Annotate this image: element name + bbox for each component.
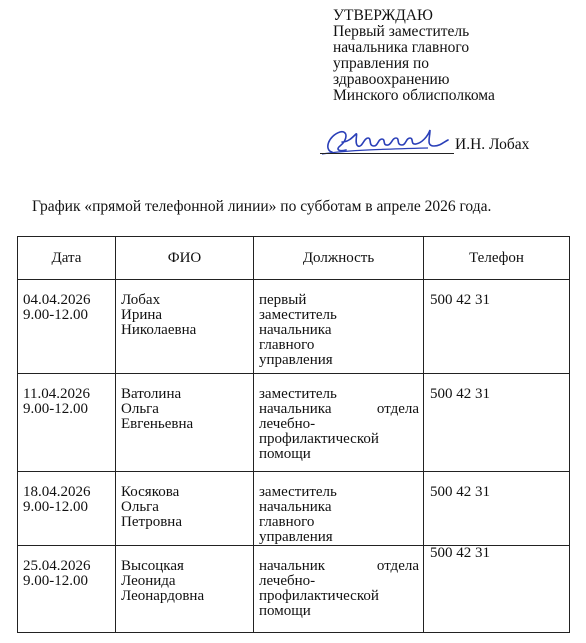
position-line: заместитель (259, 307, 337, 323)
time: 9.00-12.00 (23, 573, 88, 589)
phone-cell: 500 42 31 (424, 280, 570, 374)
position-line: лечебно- (259, 416, 316, 432)
phone-cell: 500 42 31 (424, 546, 570, 633)
surname: Лобах (121, 292, 161, 308)
approval-line-2: начальника главного (333, 39, 470, 56)
name-cell (116, 546, 254, 633)
approval-line-4: здравоохранению (333, 71, 450, 88)
position-line: главного (259, 337, 315, 353)
position-line: заместитель (259, 484, 337, 500)
surname: Косякова (121, 484, 180, 500)
phone-cell: 500 42 31 (424, 472, 570, 546)
date-cell (18, 472, 116, 546)
name-cell (116, 280, 254, 374)
date: 18.04.2026 (23, 484, 91, 500)
patronymic: Леонардовна (121, 588, 205, 604)
position-line: начальник отдела (259, 558, 419, 574)
position-line: помощи (259, 603, 311, 619)
table-row (18, 280, 570, 374)
first-name: Ольга (121, 499, 159, 515)
position-cell (254, 472, 424, 546)
date: 11.04.2026 (23, 386, 90, 402)
position-cell (254, 280, 424, 374)
signature-underline (320, 153, 454, 154)
phone-cell: 500 42 31 (424, 374, 570, 472)
schedule-table (17, 236, 570, 633)
time: 9.00-12.00 (23, 401, 88, 417)
document-title: График «прямой телефонной линии» по субботам в апреле 2026 года. (32, 198, 492, 215)
header-position: Должность (254, 237, 424, 280)
position-line: главного (259, 514, 315, 530)
date-cell (18, 280, 116, 374)
position-line: профилактической (259, 431, 379, 447)
surname: Ватолина (121, 386, 182, 402)
table-row (18, 546, 570, 633)
position-line: профилактической (259, 588, 379, 604)
name-cell (116, 374, 254, 472)
signatory-name: И.Н. Лобах (455, 136, 530, 153)
header-phone: Телефон (424, 237, 570, 280)
table-row (18, 472, 570, 546)
approval-block (333, 8, 495, 104)
name-cell (116, 472, 254, 546)
patronymic: Евгеньевна (121, 416, 194, 432)
date-cell (18, 546, 116, 633)
date-cell (18, 374, 116, 472)
approval-line-1: Первый заместитель (333, 23, 470, 40)
position-cell (254, 546, 424, 633)
first-name: Леонида (121, 573, 176, 589)
time: 9.00-12.00 (23, 307, 88, 323)
position-line: помощи (259, 446, 311, 462)
position-line: начальника (259, 322, 332, 338)
approval-line-5: Минского облисполкома (333, 87, 495, 104)
table-header-row (18, 237, 570, 280)
position-line: начальника (259, 499, 332, 515)
position-line: начальника отдела (259, 401, 419, 417)
position-line: заместитель (259, 386, 337, 402)
surname: Высоцкая (121, 558, 184, 574)
position-line: управления (259, 352, 333, 368)
table-row (18, 374, 570, 472)
approval-heading: УТВЕРЖДАЮ (333, 7, 433, 24)
patronymic: Петровна (121, 514, 182, 530)
signature-row (318, 126, 558, 156)
position-cell (254, 374, 424, 472)
first-name: Ольга (121, 401, 159, 417)
header-date: Дата (18, 237, 116, 280)
date: 04.04.2026 (23, 292, 91, 308)
position-line: управления (259, 529, 333, 545)
first-name: Ирина (121, 307, 163, 323)
header-name: ФИО (116, 237, 254, 280)
position-line: первый (259, 292, 307, 308)
position-line: лечебно- (259, 573, 316, 589)
approval-line-3: управления по (333, 55, 430, 72)
patronymic: Николаевна (121, 322, 197, 338)
date: 25.04.2026 (23, 558, 91, 574)
time: 9.00-12.00 (23, 499, 88, 515)
